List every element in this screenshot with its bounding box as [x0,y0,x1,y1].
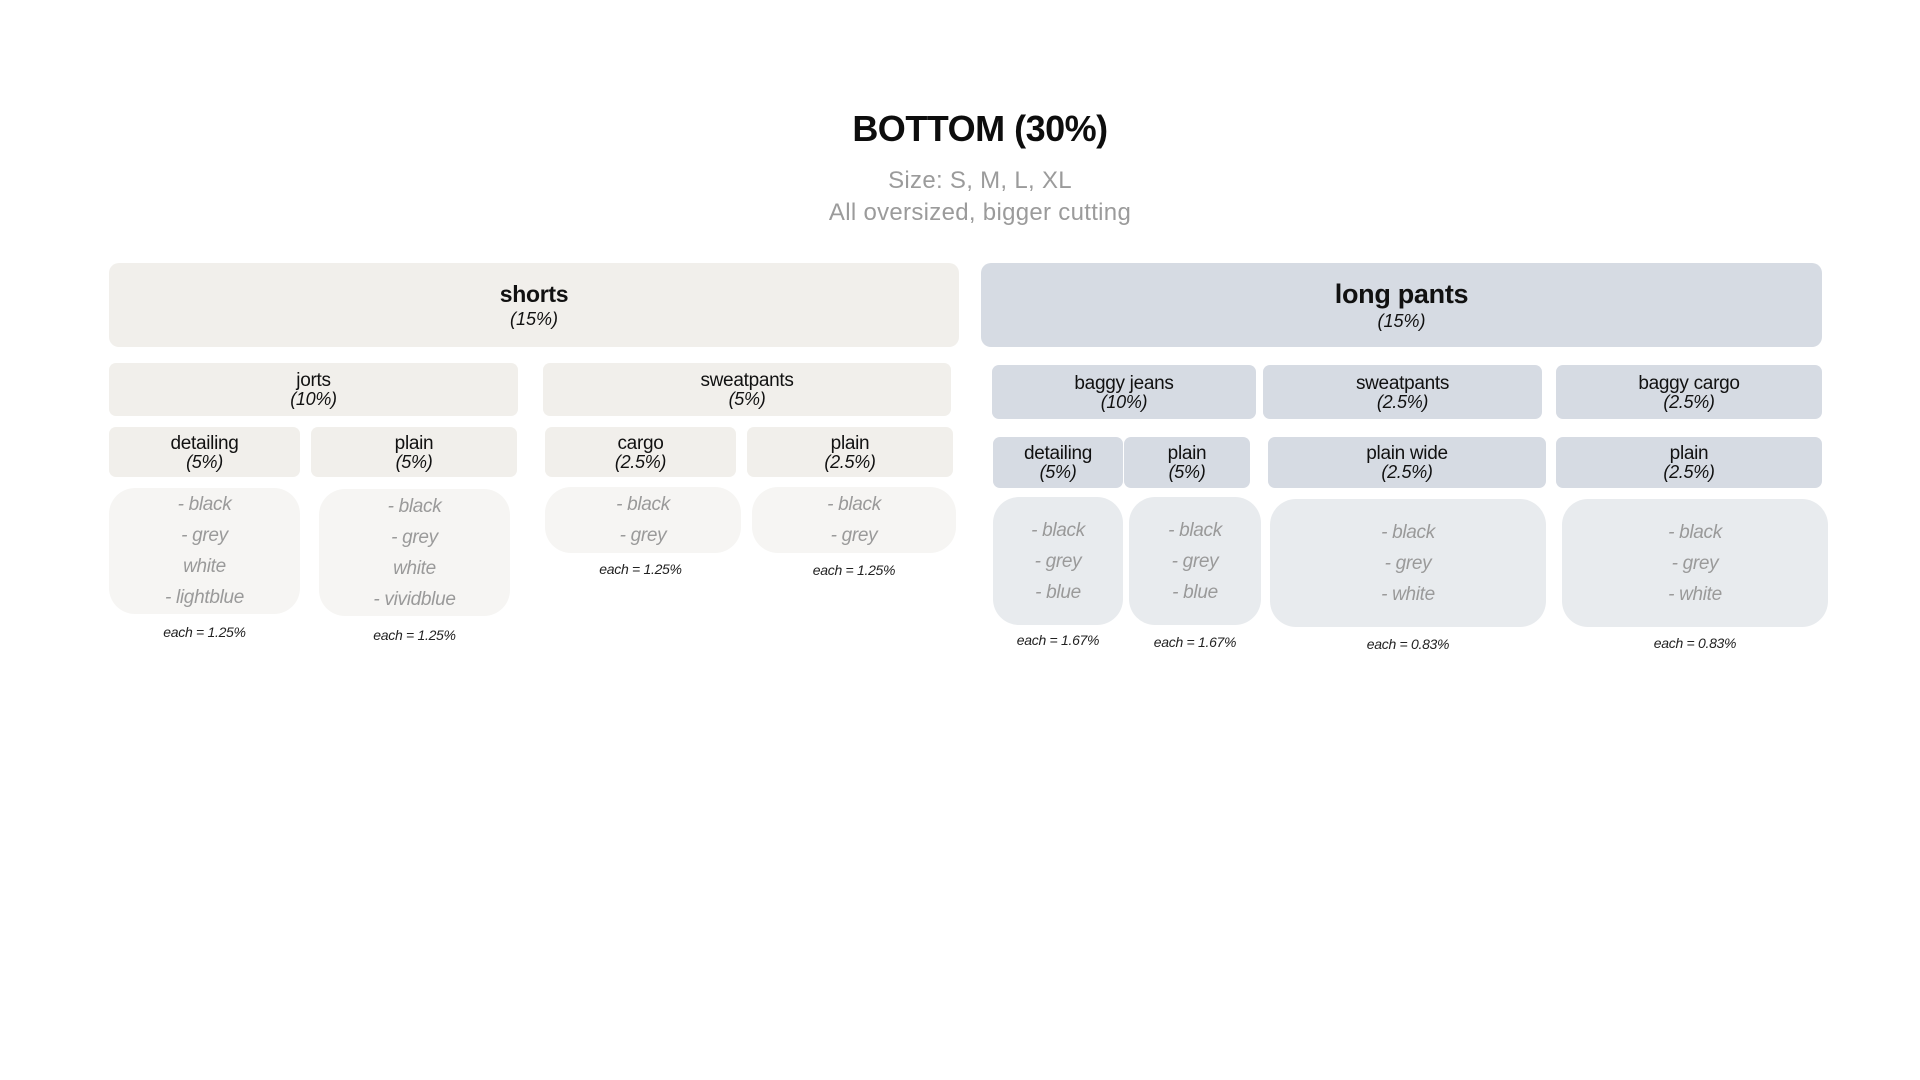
variant-percentage: (5%) [1039,462,1077,482]
color-item: - black [387,495,442,517]
color-item: - grey [830,525,878,546]
color-item: - black [616,494,670,515]
variant-name: plain wide [1366,443,1448,464]
color-item: - grey [619,525,667,546]
each-share-baggy-jeans-detailing: each = 1.67% [1016,632,1100,648]
color-item: - black [1168,519,1222,541]
color-item: - black [177,494,232,515]
color-item: - grey [391,526,438,548]
variant-sweatpants-plain-wide [1268,437,1546,488]
color-list-sweatpants-plain-wide [1270,499,1546,627]
variant-name: detailing [1023,443,1093,464]
subcategory-percentage: (5%) [728,389,766,409]
variant-sweatpants-cargo [545,427,736,477]
subcategory-percentage: (2.5%) [1663,391,1715,412]
each-share-baggy-cargo-plain: each = 0.83% [1653,635,1737,651]
subcategory-name: baggy cargo [1638,372,1740,394]
each-share-baggy-jeans-plain: each = 1.67% [1153,634,1237,650]
subcategory-sweatpants-long [1263,365,1542,419]
variant-percentage: (5%) [395,451,433,472]
subcategory-jorts [109,363,518,416]
subcategory-name: sweatpants [700,370,794,391]
page-title: BOTTOM (30%) [852,108,1108,149]
variant-percentage: (2.5%) [1381,462,1433,482]
color-item: - vividblue [373,588,456,610]
color-item: - black [1668,521,1722,543]
variant-name: plain [830,432,870,454]
variant-baggy-jeans-plain [1124,437,1250,488]
color-item: - black [1031,519,1085,541]
color-item: - white [1668,583,1722,605]
each-share-jorts-detailing: each = 1.25% [163,624,246,640]
category-long-pants [981,263,1822,347]
category-shorts [109,263,959,347]
variant-name: plain [1669,443,1709,464]
color-item: - white [1381,583,1435,605]
subcategory-percentage: (2.5%) [1376,391,1429,412]
color-list-baggy-cargo-plain [1562,499,1828,627]
variant-percentage: (2.5%) [1663,462,1715,482]
variant-percentage: (2.5%) [614,451,667,472]
color-list-jorts-detailing [109,488,300,614]
variant-name: cargo [617,432,664,454]
color-item: - grey [1671,552,1719,574]
each-share-jorts-plain: each = 1.25% [373,627,456,643]
variant-baggy-cargo-plain [1556,437,1822,488]
subcategory-baggy-jeans [992,365,1256,419]
variant-name: detailing [170,432,239,454]
fit-line: All oversized, bigger cutting [828,199,1132,226]
color-item: - black [827,494,881,515]
category-name: shorts [499,280,569,307]
color-item: - grey [181,525,228,546]
category-percentage: (15%) [509,308,558,329]
variant-percentage: (5%) [1168,462,1206,482]
subcategory-sweatpants-shorts [543,363,951,416]
variant-name: plain [1167,443,1207,464]
color-item: - blue [1172,581,1218,603]
subcategory-percentage: (10%) [1100,391,1148,412]
color-item: - black [1381,521,1435,543]
subcategory-baggy-cargo [1556,365,1822,419]
color-list-baggy-jeans-plain [1129,497,1261,625]
variant-name: plain [394,432,434,454]
each-share-sweatpants-cargo: each = 1.25% [599,561,682,577]
color-item: - blue [1035,581,1081,603]
color-item: - grey [1034,550,1082,572]
subcategory-percentage: (10%) [290,389,337,409]
color-list-baggy-jeans-detailing [993,497,1123,625]
color-list-sweatpants-cargo [545,487,741,553]
category-name: long pants [1334,278,1469,309]
variant-jorts-plain [311,427,517,477]
color-item: - grey [1384,552,1432,574]
variant-jorts-detailing [109,427,300,477]
color-item: white [393,557,436,579]
color-item: - grey [1171,550,1219,572]
each-share-sweatpants-plain: each = 1.25% [812,562,896,578]
color-list-sweatpants-plain [752,487,956,553]
each-share-sweatpants-plain-wide: each = 0.83% [1366,636,1450,652]
subcategory-name: jorts [296,370,331,391]
variant-percentage: (2.5%) [824,451,876,472]
size-line: Size: S, M, L, XL [888,167,1072,194]
category-percentage: (15%) [1377,310,1426,331]
color-item: - lightblue [164,587,245,608]
color-list-jorts-plain [319,489,510,616]
variant-percentage: (5%) [186,451,223,472]
subcategory-name: baggy jeans [1074,372,1174,394]
variant-baggy-jeans-detailing [993,437,1123,488]
color-item: white [183,556,226,577]
subcategory-name: sweatpants [1355,372,1450,394]
variant-sweatpants-plain [747,427,953,477]
